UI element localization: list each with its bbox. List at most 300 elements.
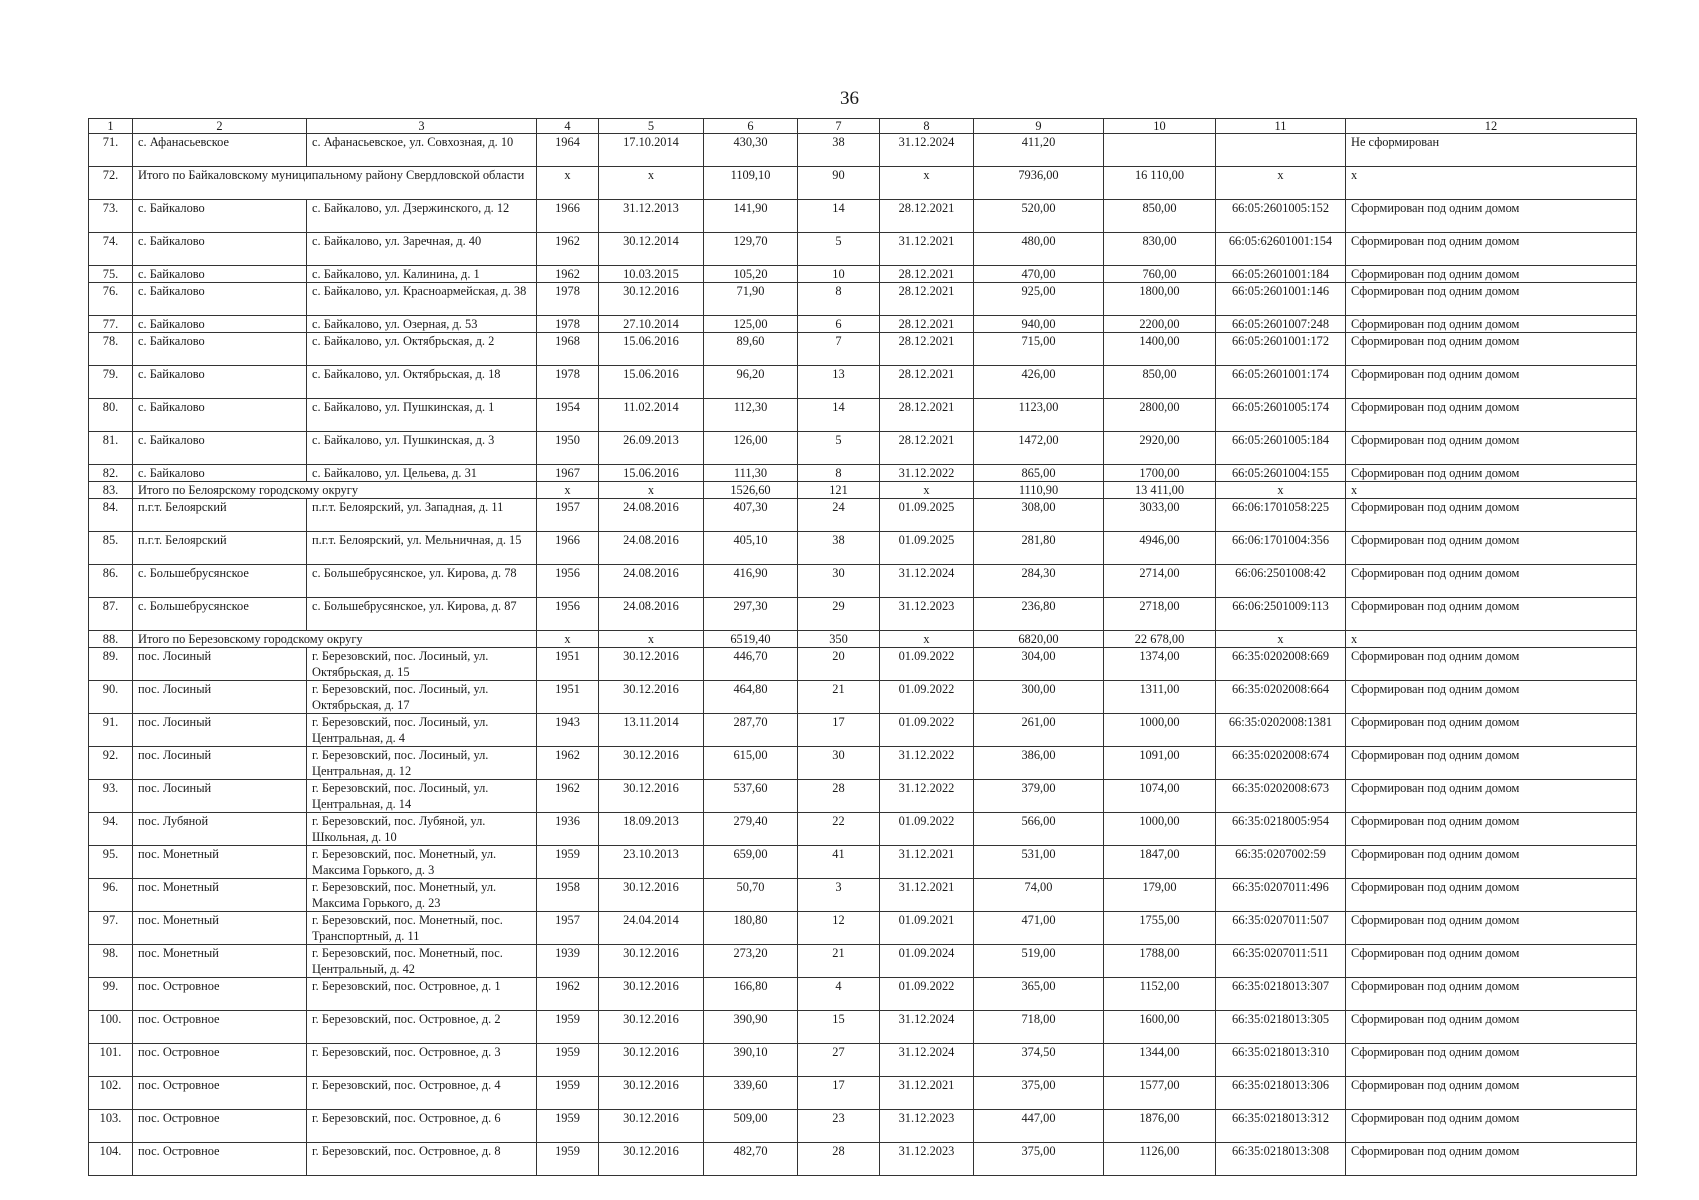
address-cell: п.г.т. Белоярский, ул. Мельничная, д. 15 xyxy=(307,532,537,565)
area-cell: 416,90 xyxy=(704,565,798,598)
table-total-row xyxy=(89,631,1637,648)
locality-cell: пос. Лосиный xyxy=(133,714,307,747)
table-row xyxy=(89,499,1637,532)
table-row xyxy=(89,846,1637,879)
residents-cell: 15 xyxy=(798,1011,880,1044)
year-cell: 1978 xyxy=(537,283,599,316)
cadastral-number-cell: 66:06:2501009:113 xyxy=(1216,598,1346,631)
residents-cell: 30 xyxy=(798,565,880,598)
locality-cell: с. Большебрусянское xyxy=(133,565,307,598)
deadline-cell: 31.12.2021 xyxy=(880,233,974,266)
cadastral-number-cell xyxy=(1216,134,1346,167)
address-cell: с. Байкалово, ул. Калинина, д. 1 xyxy=(307,266,537,283)
table-row xyxy=(89,747,1637,780)
land-status-cell: Сформирован под одним домом xyxy=(1346,747,1637,780)
locality-cell: пос. Островное xyxy=(133,1011,307,1044)
date-cell: 24.08.2016 xyxy=(599,565,704,598)
residents-cell: 8 xyxy=(798,465,880,482)
total-label-cell: Итого по Белоярскому городскому округу xyxy=(133,482,537,499)
column9-cell: 365,00 xyxy=(974,978,1104,1011)
table-row xyxy=(89,879,1637,912)
locality-cell: пос. Островное xyxy=(133,978,307,1011)
locality-cell: пос. Монетный xyxy=(133,945,307,978)
column10-cell: 1374,00 xyxy=(1104,648,1216,681)
column9-cell: 447,00 xyxy=(974,1110,1104,1143)
residents-cell: 8 xyxy=(798,283,880,316)
locality-cell: пос. Островное xyxy=(133,1143,307,1176)
year-cell: 1959 xyxy=(537,1011,599,1044)
year-cell: 1962 xyxy=(537,978,599,1011)
cadastral-number-cell: 66:05:62601001:154 xyxy=(1216,233,1346,266)
row-number-cell: 79. xyxy=(89,366,133,399)
land-status-cell: Сформирован под одним домом xyxy=(1346,399,1637,432)
table-row xyxy=(89,399,1637,432)
date-cell: 30.12.2016 xyxy=(599,1143,704,1176)
column10-cell: 1311,00 xyxy=(1104,681,1216,714)
address-cell: г. Березовский, пос. Лосиный, ул. Октябрьская, д. 15 xyxy=(307,648,537,681)
locality-cell: пос. Лосиный xyxy=(133,681,307,714)
column9-cell: 7936,00 xyxy=(974,167,1104,200)
table-total-row xyxy=(89,167,1637,200)
locality-cell: с. Байкалово xyxy=(133,316,307,333)
row-number-cell: 104. xyxy=(89,1143,133,1176)
locality-cell: с. Байкалово xyxy=(133,333,307,366)
cadastral-number-cell: 66:35:0207011:511 xyxy=(1216,945,1346,978)
column9-cell: 715,00 xyxy=(974,333,1104,366)
land-status-cell: Сформирован под одним домом xyxy=(1346,945,1637,978)
cadastral-number-cell: 66:05:2601004:155 xyxy=(1216,465,1346,482)
address-cell: г. Березовский, пос. Островное, д. 1 xyxy=(307,978,537,1011)
land-status-cell: Сформирован под одним домом xyxy=(1346,333,1637,366)
deadline-cell: 31.12.2022 xyxy=(880,780,974,813)
table-row xyxy=(89,233,1637,266)
column9-cell: 379,00 xyxy=(974,780,1104,813)
table-row xyxy=(89,813,1637,846)
column10-cell: 1788,00 xyxy=(1104,945,1216,978)
address-cell: п.г.т. Белоярский, ул. Западная, д. 11 xyxy=(307,499,537,532)
locality-cell: с. Афанасьевское xyxy=(133,134,307,167)
land-status-cell: Сформирован под одним домом xyxy=(1346,879,1637,912)
date-cell: 30.12.2016 xyxy=(599,1110,704,1143)
date-cell: 15.06.2016 xyxy=(599,333,704,366)
column9-cell: 304,00 xyxy=(974,648,1104,681)
residents-cell: 21 xyxy=(798,945,880,978)
row-number-cell: 74. xyxy=(89,233,133,266)
land-status-cell: Сформирован под одним домом xyxy=(1346,283,1637,316)
column9-cell: 261,00 xyxy=(974,714,1104,747)
deadline-cell: 31.12.2023 xyxy=(880,1143,974,1176)
date-cell: 26.09.2013 xyxy=(599,432,704,465)
land-status-cell: Сформирован под одним домом xyxy=(1346,1110,1637,1143)
locality-cell: пос. Монетный xyxy=(133,879,307,912)
area-cell: 390,90 xyxy=(704,1011,798,1044)
deadline-cell: 31.12.2022 xyxy=(880,747,974,780)
column-number-cell: 5 xyxy=(599,119,704,134)
residents-cell: 24 xyxy=(798,499,880,532)
locality-cell: пос. Монетный xyxy=(133,846,307,879)
table-row xyxy=(89,1044,1637,1077)
locality-cell: с. Байкалово xyxy=(133,465,307,482)
row-number-cell: 100. xyxy=(89,1011,133,1044)
column10-cell: 22 678,00 xyxy=(1104,631,1216,648)
land-status-cell: x xyxy=(1346,482,1637,499)
area-cell: 615,00 xyxy=(704,747,798,780)
year-cell: 1951 xyxy=(537,681,599,714)
column9-cell: 471,00 xyxy=(974,912,1104,945)
table-row xyxy=(89,366,1637,399)
page-number: 36 xyxy=(840,88,859,109)
table-row xyxy=(89,1077,1637,1110)
area-cell: 430,30 xyxy=(704,134,798,167)
residents-cell: 6 xyxy=(798,316,880,333)
deadline-cell: 01.09.2022 xyxy=(880,978,974,1011)
date-cell: 24.08.2016 xyxy=(599,499,704,532)
residents-cell: 17 xyxy=(798,714,880,747)
land-status-cell: Сформирован под одним домом xyxy=(1346,465,1637,482)
residents-cell: 21 xyxy=(798,681,880,714)
deadline-cell: 31.12.2024 xyxy=(880,1044,974,1077)
date-cell: 30.12.2016 xyxy=(599,1011,704,1044)
deadline-cell: 01.09.2021 xyxy=(880,912,974,945)
column10-cell: 1700,00 xyxy=(1104,465,1216,482)
deadline-cell: 01.09.2022 xyxy=(880,681,974,714)
table-row xyxy=(89,1110,1637,1143)
locality-cell: с. Байкалово xyxy=(133,283,307,316)
row-number-cell: 91. xyxy=(89,714,133,747)
cadastral-number-cell: 66:35:0207002:59 xyxy=(1216,846,1346,879)
column9-cell: 531,00 xyxy=(974,846,1104,879)
column9-cell: 6820,00 xyxy=(974,631,1104,648)
table-row xyxy=(89,200,1637,233)
column9-cell: 519,00 xyxy=(974,945,1104,978)
date-cell: 11.02.2014 xyxy=(599,399,704,432)
area-cell: 1526,60 xyxy=(704,482,798,499)
cadastral-number-cell: 66:05:2601007:248 xyxy=(1216,316,1346,333)
table-row xyxy=(89,978,1637,1011)
cadastral-number-cell: 66:35:0218013:307 xyxy=(1216,978,1346,1011)
deadline-cell: 01.09.2022 xyxy=(880,714,974,747)
year-cell: 1957 xyxy=(537,499,599,532)
residents-cell: 23 xyxy=(798,1110,880,1143)
row-number-cell: 77. xyxy=(89,316,133,333)
cadastral-number-cell: 66:35:0202008:673 xyxy=(1216,780,1346,813)
cadastral-number-cell: 66:35:0202008:674 xyxy=(1216,747,1346,780)
land-status-cell: Сформирован под одним домом xyxy=(1346,432,1637,465)
column9-cell: 375,00 xyxy=(974,1077,1104,1110)
locality-cell: с. Байкалово xyxy=(133,366,307,399)
year-cell: 1962 xyxy=(537,233,599,266)
deadline-cell: 28.12.2021 xyxy=(880,200,974,233)
table-row xyxy=(89,532,1637,565)
column-number-cell: 2 xyxy=(133,119,307,134)
row-number-cell: 81. xyxy=(89,432,133,465)
cadastral-number-cell: 66:35:0207011:507 xyxy=(1216,912,1346,945)
column10-cell: 1876,00 xyxy=(1104,1110,1216,1143)
address-cell: с. Байкалово, ул. Пушкинская, д. 3 xyxy=(307,432,537,465)
row-number-cell: 89. xyxy=(89,648,133,681)
year-cell: 1939 xyxy=(537,945,599,978)
column9-cell: 74,00 xyxy=(974,879,1104,912)
row-number-cell: 80. xyxy=(89,399,133,432)
area-cell: 390,10 xyxy=(704,1044,798,1077)
table-row xyxy=(89,316,1637,333)
residents-cell: 20 xyxy=(798,648,880,681)
year-cell: 1959 xyxy=(537,846,599,879)
cadastral-number-cell: 66:06:2501008:42 xyxy=(1216,565,1346,598)
locality-cell: пос. Островное xyxy=(133,1044,307,1077)
address-cell: г. Березовский, пос. Островное, д. 6 xyxy=(307,1110,537,1143)
locality-cell: п.г.т. Белоярский xyxy=(133,499,307,532)
year-cell: 1950 xyxy=(537,432,599,465)
area-cell: 96,20 xyxy=(704,366,798,399)
cadastral-number-cell: 66:35:0218005:954 xyxy=(1216,813,1346,846)
date-cell: 30.12.2016 xyxy=(599,681,704,714)
column10-cell: 1000,00 xyxy=(1104,813,1216,846)
row-number-cell: 84. xyxy=(89,499,133,532)
row-number-cell: 99. xyxy=(89,978,133,1011)
column10-cell: 2200,00 xyxy=(1104,316,1216,333)
deadline-cell: 01.09.2022 xyxy=(880,813,974,846)
date-cell: 18.09.2013 xyxy=(599,813,704,846)
land-status-cell: Сформирован под одним домом xyxy=(1346,780,1637,813)
date-cell: x xyxy=(599,167,704,200)
cadastral-number-cell: x xyxy=(1216,631,1346,648)
column9-cell: 374,50 xyxy=(974,1044,1104,1077)
residents-cell: 38 xyxy=(798,532,880,565)
column9-cell: 281,80 xyxy=(974,532,1104,565)
cadastral-number-cell: 66:05:2601005:184 xyxy=(1216,432,1346,465)
area-cell: 166,80 xyxy=(704,978,798,1011)
locality-cell: с. Байкалово xyxy=(133,200,307,233)
table-total-row xyxy=(89,482,1637,499)
deadline-cell: 28.12.2021 xyxy=(880,333,974,366)
register-table xyxy=(88,118,1637,1176)
row-number-cell: 83. xyxy=(89,482,133,499)
year-cell: 1959 xyxy=(537,1143,599,1176)
address-cell: с. Афанасьевское, ул. Совхозная, д. 10 xyxy=(307,134,537,167)
land-status-cell: Сформирован под одним домом xyxy=(1346,532,1637,565)
deadline-cell: 28.12.2021 xyxy=(880,266,974,283)
column-number-cell: 9 xyxy=(974,119,1104,134)
column10-cell: 830,00 xyxy=(1104,233,1216,266)
cadastral-number-cell: 66:05:2601001:172 xyxy=(1216,333,1346,366)
column9-cell: 520,00 xyxy=(974,200,1104,233)
area-cell: 111,30 xyxy=(704,465,798,482)
table-row xyxy=(89,432,1637,465)
residents-cell: 22 xyxy=(798,813,880,846)
residents-cell: 27 xyxy=(798,1044,880,1077)
column10-cell: 16 110,00 xyxy=(1104,167,1216,200)
column10-cell: 2920,00 xyxy=(1104,432,1216,465)
year-cell: 1957 xyxy=(537,912,599,945)
column10-cell: 1400,00 xyxy=(1104,333,1216,366)
deadline-cell: 31.12.2021 xyxy=(880,1077,974,1110)
residents-cell: 14 xyxy=(798,200,880,233)
column9-cell: 308,00 xyxy=(974,499,1104,532)
year-cell: 1966 xyxy=(537,200,599,233)
area-cell: 405,10 xyxy=(704,532,798,565)
date-cell: 30.12.2016 xyxy=(599,1044,704,1077)
row-number-cell: 90. xyxy=(89,681,133,714)
row-number-cell: 92. xyxy=(89,747,133,780)
column9-cell: 480,00 xyxy=(974,233,1104,266)
cadastral-number-cell: 66:35:0218013:312 xyxy=(1216,1110,1346,1143)
area-cell: 659,00 xyxy=(704,846,798,879)
area-cell: 89,60 xyxy=(704,333,798,366)
address-cell: г. Березовский, пос. Островное, д. 4 xyxy=(307,1077,537,1110)
column9-cell: 426,00 xyxy=(974,366,1104,399)
cadastral-number-cell: 66:06:1701004:356 xyxy=(1216,532,1346,565)
deadline-cell: 31.12.2024 xyxy=(880,565,974,598)
column9-cell: 375,00 xyxy=(974,1143,1104,1176)
column10-cell: 2714,00 xyxy=(1104,565,1216,598)
row-number-cell: 78. xyxy=(89,333,133,366)
address-cell: г. Березовский, пос. Монетный, пос. Центральный, д. 42 xyxy=(307,945,537,978)
deadline-cell: 01.09.2025 xyxy=(880,499,974,532)
row-number-cell: 102. xyxy=(89,1077,133,1110)
area-cell: 180,80 xyxy=(704,912,798,945)
area-cell: 407,30 xyxy=(704,499,798,532)
year-cell: 1978 xyxy=(537,366,599,399)
column10-cell: 2800,00 xyxy=(1104,399,1216,432)
locality-cell: пос. Лубяной xyxy=(133,813,307,846)
date-cell: 30.12.2016 xyxy=(599,780,704,813)
land-status-cell: x xyxy=(1346,167,1637,200)
row-number-cell: 103. xyxy=(89,1110,133,1143)
row-number-cell: 71. xyxy=(89,134,133,167)
column10-cell: 13 411,00 xyxy=(1104,482,1216,499)
land-status-cell: Сформирован под одним домом xyxy=(1346,648,1637,681)
column10-cell: 1577,00 xyxy=(1104,1077,1216,1110)
address-cell: с. Байкалово, ул. Красноармейская, д. 38 xyxy=(307,283,537,316)
residents-cell: 90 xyxy=(798,167,880,200)
row-number-cell: 85. xyxy=(89,532,133,565)
address-cell: с. Байкалово, ул. Заречная, д. 40 xyxy=(307,233,537,266)
row-number-cell: 97. xyxy=(89,912,133,945)
date-cell: 30.12.2016 xyxy=(599,978,704,1011)
address-cell: г. Березовский, пос. Монетный, ул. Максима Горького, д. 3 xyxy=(307,846,537,879)
cadastral-number-cell: 66:35:0218013:310 xyxy=(1216,1044,1346,1077)
cadastral-number-cell: 66:35:0218013:306 xyxy=(1216,1077,1346,1110)
deadline-cell: 01.09.2024 xyxy=(880,945,974,978)
cadastral-number-cell: 66:06:1701058:225 xyxy=(1216,499,1346,532)
address-cell: г. Березовский, пос. Островное, д. 2 xyxy=(307,1011,537,1044)
address-cell: с. Байкалово, ул. Озерная, д. 53 xyxy=(307,316,537,333)
year-cell: 1951 xyxy=(537,648,599,681)
date-cell: x xyxy=(599,631,704,648)
column-number-cell: 3 xyxy=(307,119,537,134)
cadastral-number-cell: 66:05:2601005:152 xyxy=(1216,200,1346,233)
column9-cell: 284,30 xyxy=(974,565,1104,598)
column9-cell: 925,00 xyxy=(974,283,1104,316)
column10-cell xyxy=(1104,134,1216,167)
year-cell: 1962 xyxy=(537,747,599,780)
date-cell: 30.12.2016 xyxy=(599,747,704,780)
residents-cell: 17 xyxy=(798,1077,880,1110)
column10-cell: 1755,00 xyxy=(1104,912,1216,945)
column9-cell: 386,00 xyxy=(974,747,1104,780)
area-cell: 297,30 xyxy=(704,598,798,631)
table-row xyxy=(89,912,1637,945)
date-cell: 15.06.2016 xyxy=(599,465,704,482)
deadline-cell: 31.12.2024 xyxy=(880,1011,974,1044)
column9-cell: 236,80 xyxy=(974,598,1104,631)
residents-cell: 5 xyxy=(798,432,880,465)
area-cell: 125,00 xyxy=(704,316,798,333)
year-cell: 1964 xyxy=(537,134,599,167)
date-cell: 30.12.2016 xyxy=(599,648,704,681)
date-cell: 24.08.2016 xyxy=(599,598,704,631)
address-cell: г. Березовский, пос. Лубяной, ул. Школьная, д. 10 xyxy=(307,813,537,846)
column-number-cell: 10 xyxy=(1104,119,1216,134)
area-cell: 112,30 xyxy=(704,399,798,432)
table-row xyxy=(89,598,1637,631)
area-cell: 71,90 xyxy=(704,283,798,316)
address-cell: с. Большебрусянское, ул. Кирова, д. 78 xyxy=(307,565,537,598)
column-number-cell: 1 xyxy=(89,119,133,134)
column10-cell: 1847,00 xyxy=(1104,846,1216,879)
column10-cell: 3033,00 xyxy=(1104,499,1216,532)
area-cell: 339,60 xyxy=(704,1077,798,1110)
residents-cell: 13 xyxy=(798,366,880,399)
cadastral-number-cell: x xyxy=(1216,482,1346,499)
address-cell: г. Березовский, пос. Островное, д. 8 xyxy=(307,1143,537,1176)
area-cell: 287,70 xyxy=(704,714,798,747)
date-cell: 10.03.2015 xyxy=(599,266,704,283)
land-status-cell: Сформирован под одним домом xyxy=(1346,316,1637,333)
year-cell: 1962 xyxy=(537,780,599,813)
residents-cell: 38 xyxy=(798,134,880,167)
year-cell: 1936 xyxy=(537,813,599,846)
date-cell: 24.08.2016 xyxy=(599,532,704,565)
year-cell: 1968 xyxy=(537,333,599,366)
table-row xyxy=(89,1011,1637,1044)
table-row xyxy=(89,565,1637,598)
cadastral-number-cell: 66:05:2601001:146 xyxy=(1216,283,1346,316)
table-row xyxy=(89,266,1637,283)
column9-cell: 718,00 xyxy=(974,1011,1104,1044)
locality-cell: с. Большебрусянское xyxy=(133,598,307,631)
area-cell: 50,70 xyxy=(704,879,798,912)
date-cell: 17.10.2014 xyxy=(599,134,704,167)
date-cell: 30.12.2016 xyxy=(599,1077,704,1110)
deadline-cell: 01.09.2022 xyxy=(880,648,974,681)
deadline-cell: 31.12.2023 xyxy=(880,1110,974,1143)
date-cell: x xyxy=(599,482,704,499)
land-status-cell: Сформирован под одним домом xyxy=(1346,978,1637,1011)
cadastral-number-cell: 66:05:2601001:184 xyxy=(1216,266,1346,283)
locality-cell: п.г.т. Белоярский xyxy=(133,532,307,565)
area-cell: 446,70 xyxy=(704,648,798,681)
locality-cell: пос. Лосиный xyxy=(133,648,307,681)
date-cell: 30.12.2014 xyxy=(599,233,704,266)
row-number-cell: 101. xyxy=(89,1044,133,1077)
column-number-cell: 11 xyxy=(1216,119,1346,134)
year-cell: 1959 xyxy=(537,1110,599,1143)
column9-cell: 940,00 xyxy=(974,316,1104,333)
column9-cell: 300,00 xyxy=(974,681,1104,714)
column10-cell: 1152,00 xyxy=(1104,978,1216,1011)
address-cell: г. Березовский, пос. Лосиный, ул. Центральная, д. 14 xyxy=(307,780,537,813)
deadline-cell: 31.12.2022 xyxy=(880,465,974,482)
cadastral-number-cell: x xyxy=(1216,167,1346,200)
area-cell: 273,20 xyxy=(704,945,798,978)
year-cell: x xyxy=(537,167,599,200)
date-cell: 23.10.2013 xyxy=(599,846,704,879)
address-cell: с. Байкалово, ул. Дзержинского, д. 12 xyxy=(307,200,537,233)
year-cell: 1954 xyxy=(537,399,599,432)
area-cell: 537,60 xyxy=(704,780,798,813)
